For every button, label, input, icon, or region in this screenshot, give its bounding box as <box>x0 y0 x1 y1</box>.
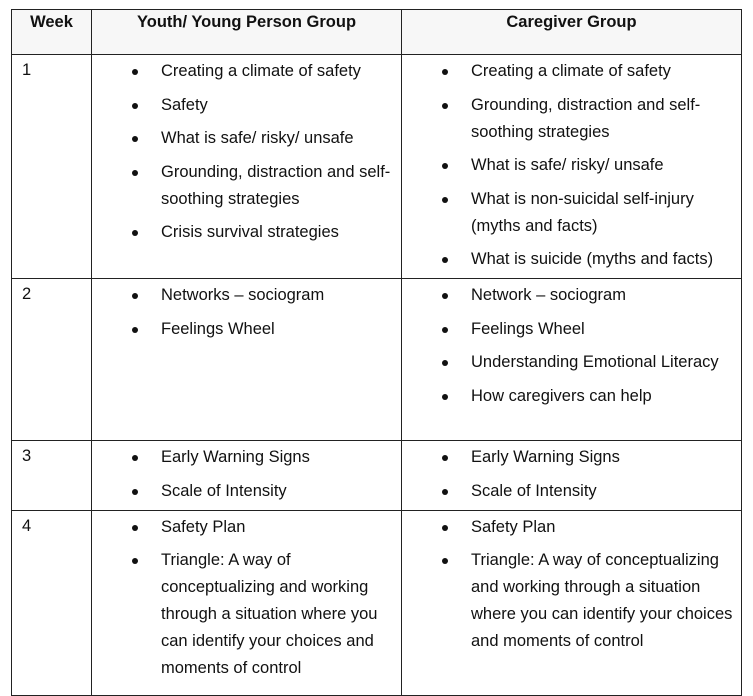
list-item <box>92 478 395 505</box>
bullet-icon <box>442 455 448 461</box>
table-row <box>12 441 742 511</box>
topic-text: Triangle: A way of conceptualizing and working through a situation where you can identify your choices and moments of control <box>471 551 733 650</box>
bullet-icon <box>132 230 138 236</box>
list-item <box>402 92 735 146</box>
list-item <box>402 514 735 541</box>
bullet-icon <box>442 293 448 299</box>
youth-topic-list <box>92 58 395 246</box>
table-row <box>12 55 742 279</box>
caregiver-topics <box>402 510 742 695</box>
week-number: 1 <box>12 55 92 279</box>
bullet-icon <box>132 558 138 564</box>
topic-text: Scale of Intensity <box>471 481 597 500</box>
header-row <box>12 10 742 55</box>
topic-text: Safety Plan <box>471 517 556 536</box>
topic-text: Scale of Intensity <box>161 481 287 500</box>
topic-text: Early Warning Signs <box>161 448 310 466</box>
table-row <box>12 279 742 441</box>
bullet-icon <box>442 394 448 400</box>
youth-topic-list <box>92 282 395 343</box>
youth-topics <box>92 279 402 441</box>
list-item <box>92 58 395 85</box>
bullet-icon <box>132 103 138 109</box>
list-item <box>402 383 735 410</box>
bullet-icon <box>442 103 448 109</box>
list-item <box>402 246 735 273</box>
bullet-icon <box>442 489 448 495</box>
list-item <box>92 444 395 471</box>
list-item <box>92 514 395 541</box>
youth-topics <box>92 55 402 279</box>
topic-text: Safety Plan <box>161 517 246 536</box>
topic-text: Crisis survival strategies <box>161 223 339 241</box>
list-item <box>402 282 735 309</box>
topic-text: Understanding Emotional Literacy <box>471 353 719 371</box>
list-item <box>92 547 395 682</box>
bullet-icon <box>442 257 448 263</box>
list-item <box>92 316 395 343</box>
header-caregiver-group: Caregiver Group <box>402 10 742 55</box>
list-item <box>402 547 735 655</box>
bullet-icon <box>442 327 448 333</box>
caregiver-topics <box>402 55 742 279</box>
table-row <box>12 510 742 695</box>
caregiver-topic-list <box>402 444 735 505</box>
topic-text: Triangle: A way of conceptualizing and working through a situation where you can identify your choices and moments of control <box>161 551 378 677</box>
week-number: 2 <box>12 279 92 441</box>
topic-text: Grounding, distraction and self-soothing strategies <box>161 162 391 208</box>
list-item <box>92 282 395 309</box>
bullet-icon <box>442 69 448 75</box>
list-item <box>402 478 735 505</box>
topic-text: How caregivers can help <box>471 386 652 405</box>
topic-text: What is non-suicidal self-injury (myths and facts) <box>471 189 694 235</box>
caregiver-topic-list <box>402 514 735 656</box>
list-item <box>92 159 395 213</box>
list-item <box>402 58 735 85</box>
bullet-icon <box>442 163 448 169</box>
bullet-icon <box>442 197 448 203</box>
week-number: 3 <box>12 441 92 511</box>
week-number: 4 <box>12 510 92 695</box>
topic-text: Feelings Wheel <box>161 319 275 338</box>
caregiver-topic-list <box>402 282 735 410</box>
topic-text: Network – sociogram <box>471 286 626 304</box>
list-item <box>402 152 735 179</box>
bullet-icon <box>132 327 138 333</box>
topic-text: Creating a climate of safety <box>161 62 361 80</box>
bullet-icon <box>132 69 138 75</box>
list-item <box>92 92 395 119</box>
topic-text: Networks – sociogram <box>161 286 325 304</box>
youth-topics <box>92 510 402 695</box>
youth-topic-list <box>92 514 395 683</box>
bullet-icon <box>132 489 138 495</box>
list-item <box>402 444 735 471</box>
topic-text: Creating a climate of safety <box>471 62 671 80</box>
bullet-icon <box>442 360 448 366</box>
list-item <box>92 219 395 246</box>
topic-text: What is suicide (myths and facts) <box>471 250 714 268</box>
youth-topic-list <box>92 444 395 505</box>
program-table <box>11 9 742 696</box>
bullet-icon <box>132 136 138 142</box>
caregiver-topic-list <box>402 58 735 273</box>
bullet-icon <box>442 558 448 564</box>
list-item <box>92 125 395 152</box>
topic-text: Feelings Wheel <box>471 319 585 338</box>
topic-text: Safety <box>161 95 208 114</box>
topic-text: What is safe/ risky/ unsafe <box>471 156 664 174</box>
bullet-icon <box>132 525 138 531</box>
list-item <box>402 316 735 343</box>
caregiver-topics <box>402 441 742 511</box>
bullet-icon <box>442 525 448 531</box>
topic-text: Early Warning Signs <box>471 448 620 466</box>
header-week: Week <box>12 10 92 55</box>
bullet-icon <box>132 170 138 176</box>
bullet-icon <box>132 293 138 299</box>
caregiver-topics <box>402 279 742 441</box>
list-item <box>402 349 735 376</box>
bullet-icon <box>132 455 138 461</box>
topic-text: What is safe/ risky/ unsafe <box>161 129 354 147</box>
youth-topics <box>92 441 402 511</box>
header-youth-group: Youth/ Young Person Group <box>92 10 402 55</box>
topic-text: Grounding, distraction and self-soothing strategies <box>471 95 701 141</box>
list-item <box>402 186 735 240</box>
